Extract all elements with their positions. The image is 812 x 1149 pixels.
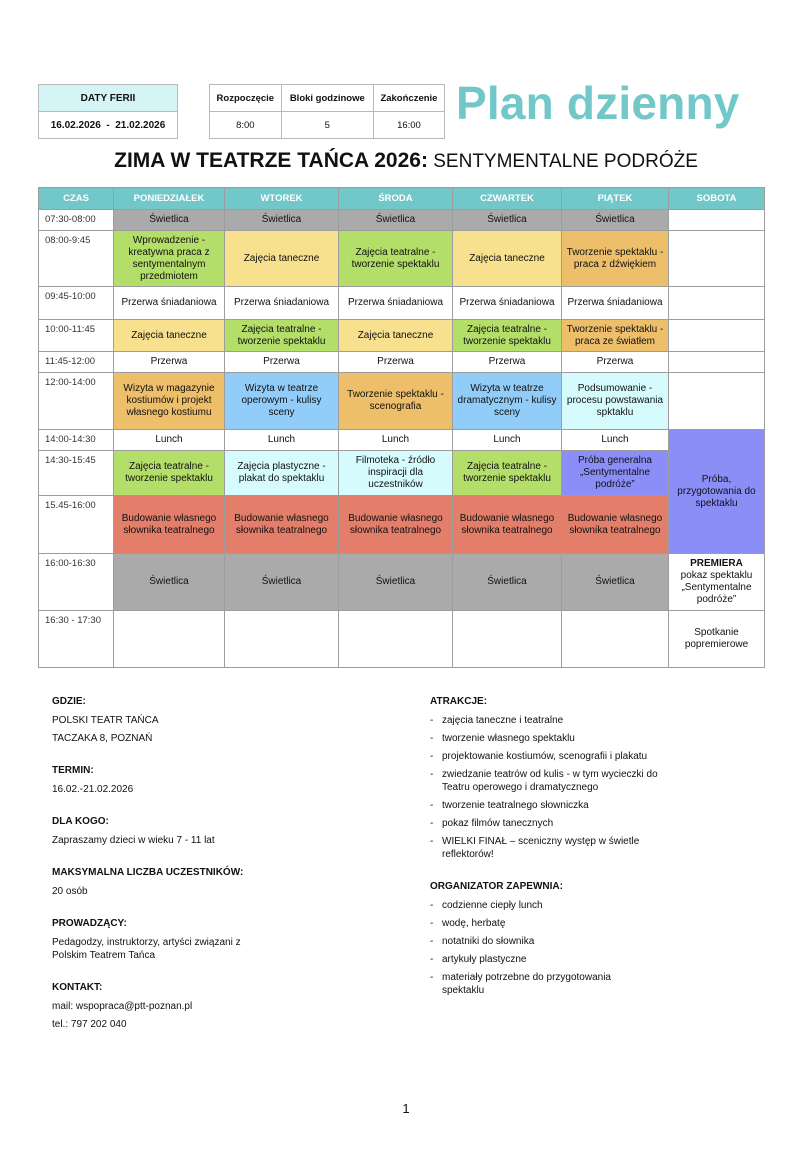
activity-cell: Wizyta w teatrze dramatycznym - kulisy sceny <box>453 373 562 430</box>
activity-cell: Lunch <box>562 430 669 451</box>
term-value: 16.02.-21.02.2026 <box>52 784 134 795</box>
time-cell: 14:00-14:30 <box>39 430 114 451</box>
activity-cell: Przerwa <box>114 352 225 373</box>
schedule-header-row <box>39 188 765 210</box>
where-title: GDZIE: <box>52 696 86 707</box>
activity-cell: Zajęcia taneczne <box>339 320 453 352</box>
end-header: Zakończenie <box>373 85 444 112</box>
time-cell: 10:00-11:45 <box>39 320 114 352</box>
max-participants-value: 20 osób <box>52 886 88 897</box>
activity-cell: Próba, przygotowania do spektaklu <box>669 430 765 554</box>
activity-cell: Budowanie własnego słownika teatralnego <box>339 496 453 554</box>
list-item: - tworzenie teatralnego słowniczka <box>430 799 670 812</box>
info-right <box>430 695 750 1002</box>
premiere-cell <box>669 554 765 611</box>
activity-cell: Zajęcia taneczne <box>114 320 225 352</box>
table-row <box>39 496 765 554</box>
activity-cell: Próba generalna „Sentymentalne podróże” <box>562 451 669 496</box>
header-monday: PONIEDZIAŁEK <box>114 188 225 210</box>
activity-cell <box>669 320 765 352</box>
subtitle <box>0 149 812 173</box>
list-item: - codzienne ciepły lunch <box>430 899 635 912</box>
activity-cell: Tworzenie spektaklu - praca ze światłem <box>562 320 669 352</box>
subtitle-light: SENTYMENTALNE PODRÓŻE <box>427 151 698 172</box>
activity-cell: Świetlica <box>453 554 562 611</box>
attractions-title: ATRAKCJE: <box>430 696 488 707</box>
header-wednesday: ŚRODA <box>339 188 453 210</box>
activity-cell: Lunch <box>453 430 562 451</box>
activity-cell: Świetlica <box>339 210 453 231</box>
activity-cell: Przerwa śniadaniowa <box>225 287 339 320</box>
table-row <box>39 287 765 320</box>
activity-cell: Przerwa <box>562 352 669 373</box>
activity-cell: Przerwa <box>339 352 453 373</box>
activity-cell: Tworzenie spektaklu - scenografia <box>339 373 453 430</box>
activity-cell: Wizyta w teatrze operowym - kulisy sceny <box>225 373 339 430</box>
table-row <box>39 210 765 231</box>
start-header: Rozpoczęcie <box>210 85 282 112</box>
organizer-list <box>430 899 635 997</box>
start-value: 8:00 <box>210 112 282 139</box>
activity-cell: Przerwa śniadaniowa <box>339 287 453 320</box>
activity-cell: Lunch <box>225 430 339 451</box>
activity-cell: Świetlica <box>114 210 225 231</box>
table-row <box>39 554 765 611</box>
time-cell: 07:30-08:00 <box>39 210 114 231</box>
activity-cell: Zajęcia teatralne - tworzenie spektaklu <box>225 320 339 352</box>
list-item: - zwiedzanie teatrów od kulis - w tym wycieczki do Teatru operowego i dramatycznego <box>430 768 670 794</box>
time-cell: 16:30 - 17:30 <box>39 611 114 668</box>
table-row <box>39 231 765 287</box>
schedule-table <box>38 187 765 668</box>
activity-cell: Budowanie własnego słownika teatralnego <box>225 496 339 554</box>
activity-cell: Świetlica <box>339 554 453 611</box>
info-left <box>52 695 332 1036</box>
activity-cell: Zajęcia teatralne - tworzenie spektaklu <box>453 320 562 352</box>
hours-table <box>209 84 445 139</box>
term-title: TERMIN: <box>52 765 94 776</box>
blocks-value: 5 <box>281 112 373 139</box>
activity-cell <box>669 352 765 373</box>
activity-cell <box>669 287 765 320</box>
activity-cell <box>669 231 765 287</box>
activity-cell <box>225 611 339 668</box>
time-cell: 15.45-16:00 <box>39 496 114 554</box>
activity-cell: Zajęcia taneczne <box>225 231 339 287</box>
table-row <box>39 320 765 352</box>
table-row <box>39 611 765 668</box>
max-participants-title: MAKSYMALNA LICZBA UCZESTNIKÓW: <box>52 867 244 878</box>
activity-cell: Podsumowanie - procesu powstawania spktaklu <box>562 373 669 430</box>
time-cell: 14:30-15:45 <box>39 451 114 496</box>
activity-cell: Świetlica <box>562 210 669 231</box>
header-tuesday: WTOREK <box>225 188 339 210</box>
premiere-detail: pokaz spektaklu „Sentymentalne podróże” <box>680 570 753 605</box>
activity-cell <box>562 611 669 668</box>
activity-cell: Przerwa śniadaniowa <box>114 287 225 320</box>
list-item: - projektowanie kostiumów, scenografii i plakatu <box>430 750 670 763</box>
activity-cell: Świetlica <box>225 554 339 611</box>
date-separator: - <box>106 119 110 131</box>
activity-cell: Filmoteka - źródło inspiracji dla uczestników <box>339 451 453 496</box>
table-row <box>39 430 765 451</box>
activity-cell: Budowanie własnego słownika teatralnego <box>562 496 669 554</box>
blocks-header: Bloki godzinowe <box>281 85 373 112</box>
activity-cell <box>669 210 765 231</box>
list-item: - WIELKI FINAŁ – sceniczny występ w świetle reflektorów! <box>430 835 670 861</box>
header-friday: PIĄTEK <box>562 188 669 210</box>
dates-header: DATY FERII <box>39 85 178 112</box>
activity-cell: Wprowadzenie - kreatywna praca z sentymentalnym przedmiotem <box>114 231 225 287</box>
activity-cell: Wizyta w magazynie kostiumów i projekt własnego kostiumu <box>114 373 225 430</box>
header-time: CZAS <box>39 188 114 210</box>
list-item: - tworzenie własnego spektaklu <box>430 732 670 745</box>
time-cell: 12:00-14:00 <box>39 373 114 430</box>
where-line: POLSKI TEATR TAŃCA <box>52 715 159 726</box>
activity-cell: Zajęcia teatralne - tworzenie spektaklu <box>114 451 225 496</box>
activity-cell <box>669 373 765 430</box>
list-item: - pokaz filmów tanecznych <box>430 817 670 830</box>
header-thursday: CZWARTEK <box>453 188 562 210</box>
organizer-title: ORGANIZATOR ZAPEWNIA: <box>430 881 563 892</box>
time-cell: 09:45-10:00 <box>39 287 114 320</box>
instructors-title: PROWADZĄCY: <box>52 918 127 929</box>
activity-cell: Lunch <box>339 430 453 451</box>
activity-cell: Tworzenie spektaklu - praca z dźwiękiem <box>562 231 669 287</box>
table-row <box>39 373 765 430</box>
time-cell: 16:00-16:30 <box>39 554 114 611</box>
activity-cell: Świetlica <box>453 210 562 231</box>
list-item: - artykuły plastyczne <box>430 953 635 966</box>
contact-title: KONTAKT: <box>52 982 103 993</box>
activity-cell: Świetlica <box>114 554 225 611</box>
activity-cell: Świetlica <box>562 554 669 611</box>
activity-cell: Zajęcia plastyczne - plakat do spektaklu <box>225 451 339 496</box>
subtitle-bold: ZIMA W TEATRZE TAŃCA 2026: <box>114 149 428 172</box>
activity-cell: Przerwa śniadaniowa <box>453 287 562 320</box>
dates-range <box>39 112 178 139</box>
activity-cell: Zajęcia taneczne <box>453 231 562 287</box>
activity-cell: Przerwa <box>225 352 339 373</box>
list-item: - notatniki do słownika <box>430 935 635 948</box>
activity-cell <box>339 611 453 668</box>
date-start: 16.02.2026 <box>50 119 101 131</box>
time-cell: 08:00-9:45 <box>39 231 114 287</box>
instructors-value: Pedagodzy, instruktorzy, artyści związani z Polskim Teatrem Tańca <box>52 937 241 961</box>
list-item: - materiały potrzebne do przygotowania spektaklu <box>430 971 635 997</box>
header-saturday: SOBOTA <box>669 188 765 210</box>
activity-cell: Przerwa śniadaniowa <box>562 287 669 320</box>
contact-phone: tel.: 797 202 040 <box>52 1019 127 1030</box>
page-title: Plan dzienny <box>456 77 740 129</box>
activity-cell: Świetlica <box>225 210 339 231</box>
contact-mail: mail: wspopraca@ptt-poznan.pl <box>52 1001 193 1012</box>
audience-title: DLA KOGO: <box>52 816 109 827</box>
activity-cell: Lunch <box>114 430 225 451</box>
end-value: 16:00 <box>373 112 444 139</box>
date-end: 21.02.2026 <box>115 119 166 131</box>
table-row <box>39 451 765 496</box>
activity-cell: Spotkanie popremierowe <box>669 611 765 668</box>
premiere-label: PREMIERA <box>690 558 743 569</box>
time-cell: 11:45-12:00 <box>39 352 114 373</box>
attractions-list <box>430 714 670 861</box>
dates-table <box>38 84 178 139</box>
activity-cell: Budowanie własnego słownika teatralnego <box>453 496 562 554</box>
audience-value: Zapraszamy dzieci w wieku 7 - 11 lat <box>52 835 215 846</box>
activity-cell: Zajęcia teatralne - tworzenie spektaklu <box>339 231 453 287</box>
table-row <box>39 352 765 373</box>
where-line: TACZAKA 8, POZNAŃ <box>52 733 153 744</box>
activity-cell <box>114 611 225 668</box>
activity-cell: Budowanie własnego słownika teatralnego <box>114 496 225 554</box>
list-item: - wodę, herbatę <box>430 917 635 930</box>
activity-cell <box>453 611 562 668</box>
page-number: 1 <box>402 1101 410 1116</box>
activity-cell: Zajęcia teatralne - tworzenie spektaklu <box>453 451 562 496</box>
list-item: - zajęcia taneczne i teatralne <box>430 714 670 727</box>
activity-cell: Przerwa <box>453 352 562 373</box>
